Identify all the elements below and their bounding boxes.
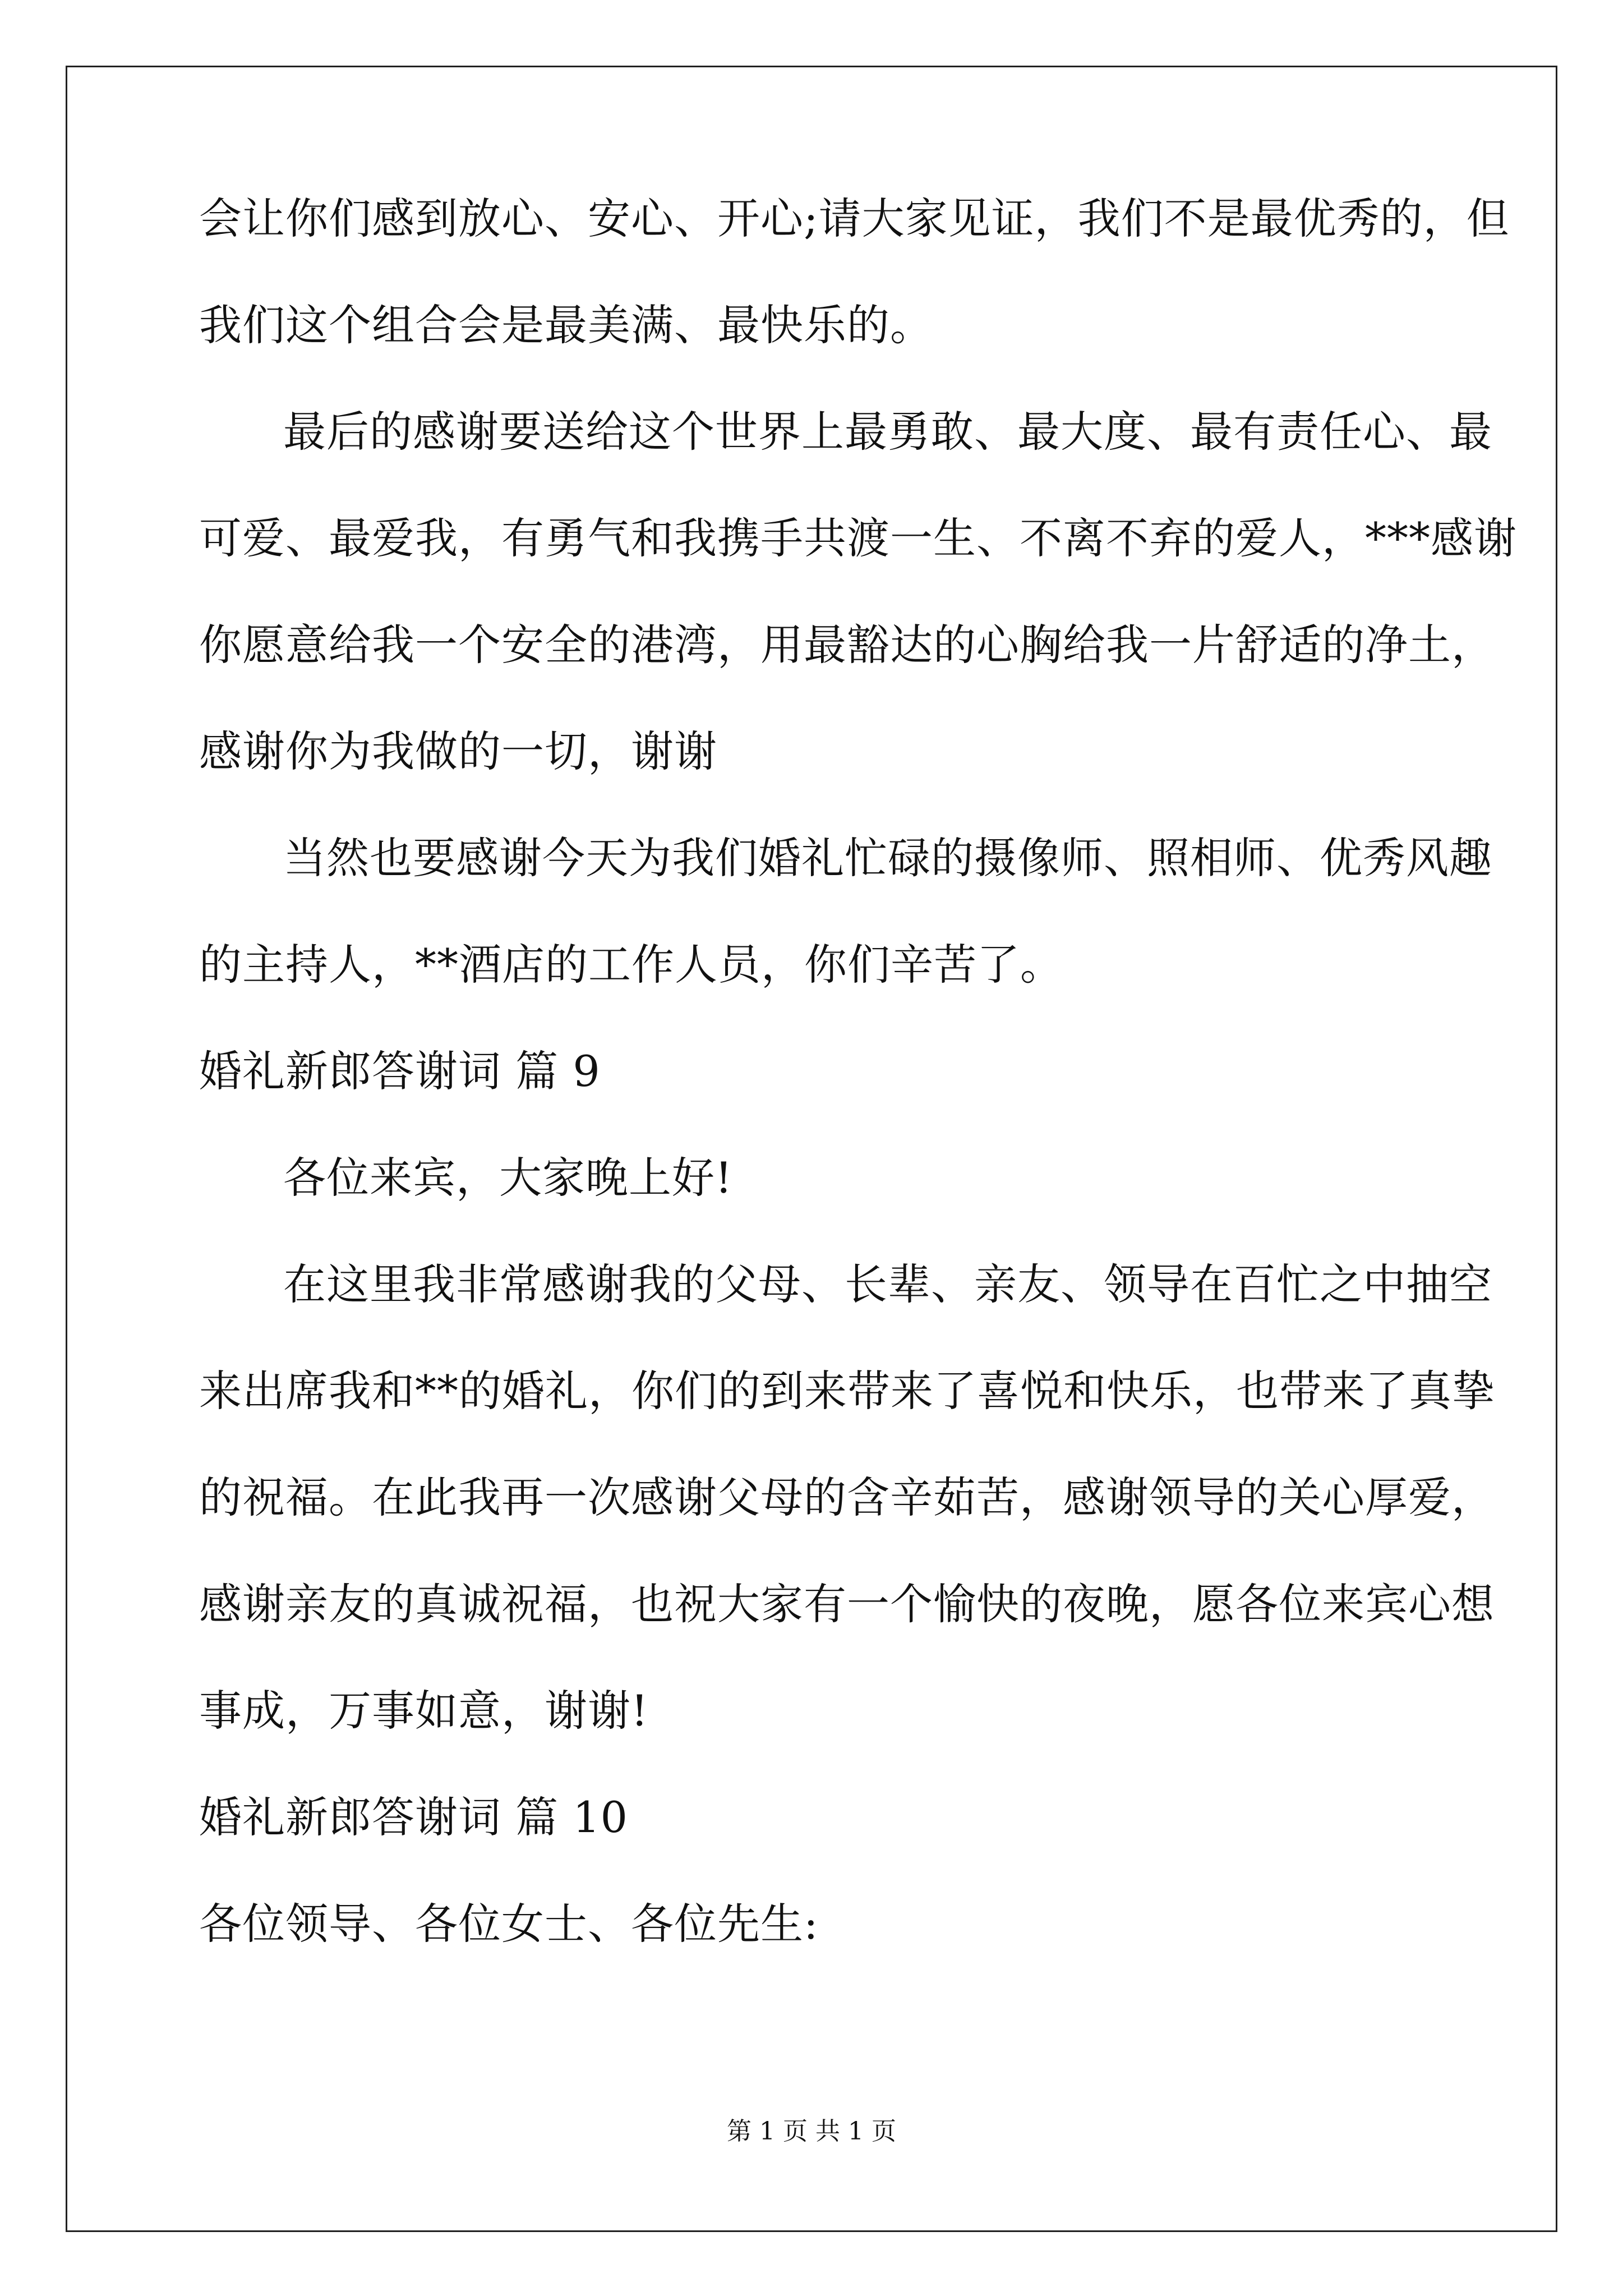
paragraph-start: 各位来宾，大家晚上好! <box>283 1153 733 1203</box>
text-line: 感谢你为我做的一切，谢谢 <box>199 726 717 776</box>
paragraph-start: 最后的感谢要送给这个世界上最勇敢、最大度、最有责任心、最 <box>283 407 1492 457</box>
text-line: 的祝福。在此我再一次感谢父母的含辛茹苦，感谢领导的关心厚爱， <box>199 1473 1495 1522</box>
section-heading: 婚礼新郎答谢词 篇 10 <box>199 1792 629 1842</box>
text-line: 会让你们感到放心、安心、开心;请大家见证，我们不是最优秀的，但 <box>199 194 1510 243</box>
text-line: 来出席我和**的婚礼，你们的到来带来了喜悦和快乐，也带来了真挚 <box>199 1366 1495 1416</box>
text-line: 感谢亲友的真诚祝福，也祝大家有一个愉快的夜晚，愿各位来宾心想 <box>199 1579 1495 1629</box>
text-line: 事成，万事如意，谢谢! <box>199 1686 649 1736</box>
text-line: 你愿意给我一个安全的港湾，用最豁达的心胸给我一片舒适的净土， <box>199 620 1495 670</box>
text-line: 各位领导、各位女士、各位先生: <box>199 1899 819 1949</box>
page-number-footer: 第 1 页 共 1 页 <box>727 2117 896 2146</box>
paragraph-start: 当然也要感谢今天为我们婚礼忙碌的摄像师、照相师、优秀风趣 <box>283 833 1492 883</box>
text-line: 我们这个组合会是最美满、最快乐的。 <box>199 300 933 350</box>
text-line: 可爱、最爱我，有勇气和我携手共渡一生、不离不弃的爱人，***感谢 <box>199 513 1517 563</box>
section-heading: 婚礼新郎答谢词 篇 9 <box>199 1046 601 1096</box>
paragraph-start: 在这里我非常感谢我的父母、长辈、亲友、领导在百忙之中抽空 <box>283 1259 1492 1309</box>
text-line: 的主持人，**酒店的工作人员，你们辛苦了。 <box>199 940 1063 990</box>
